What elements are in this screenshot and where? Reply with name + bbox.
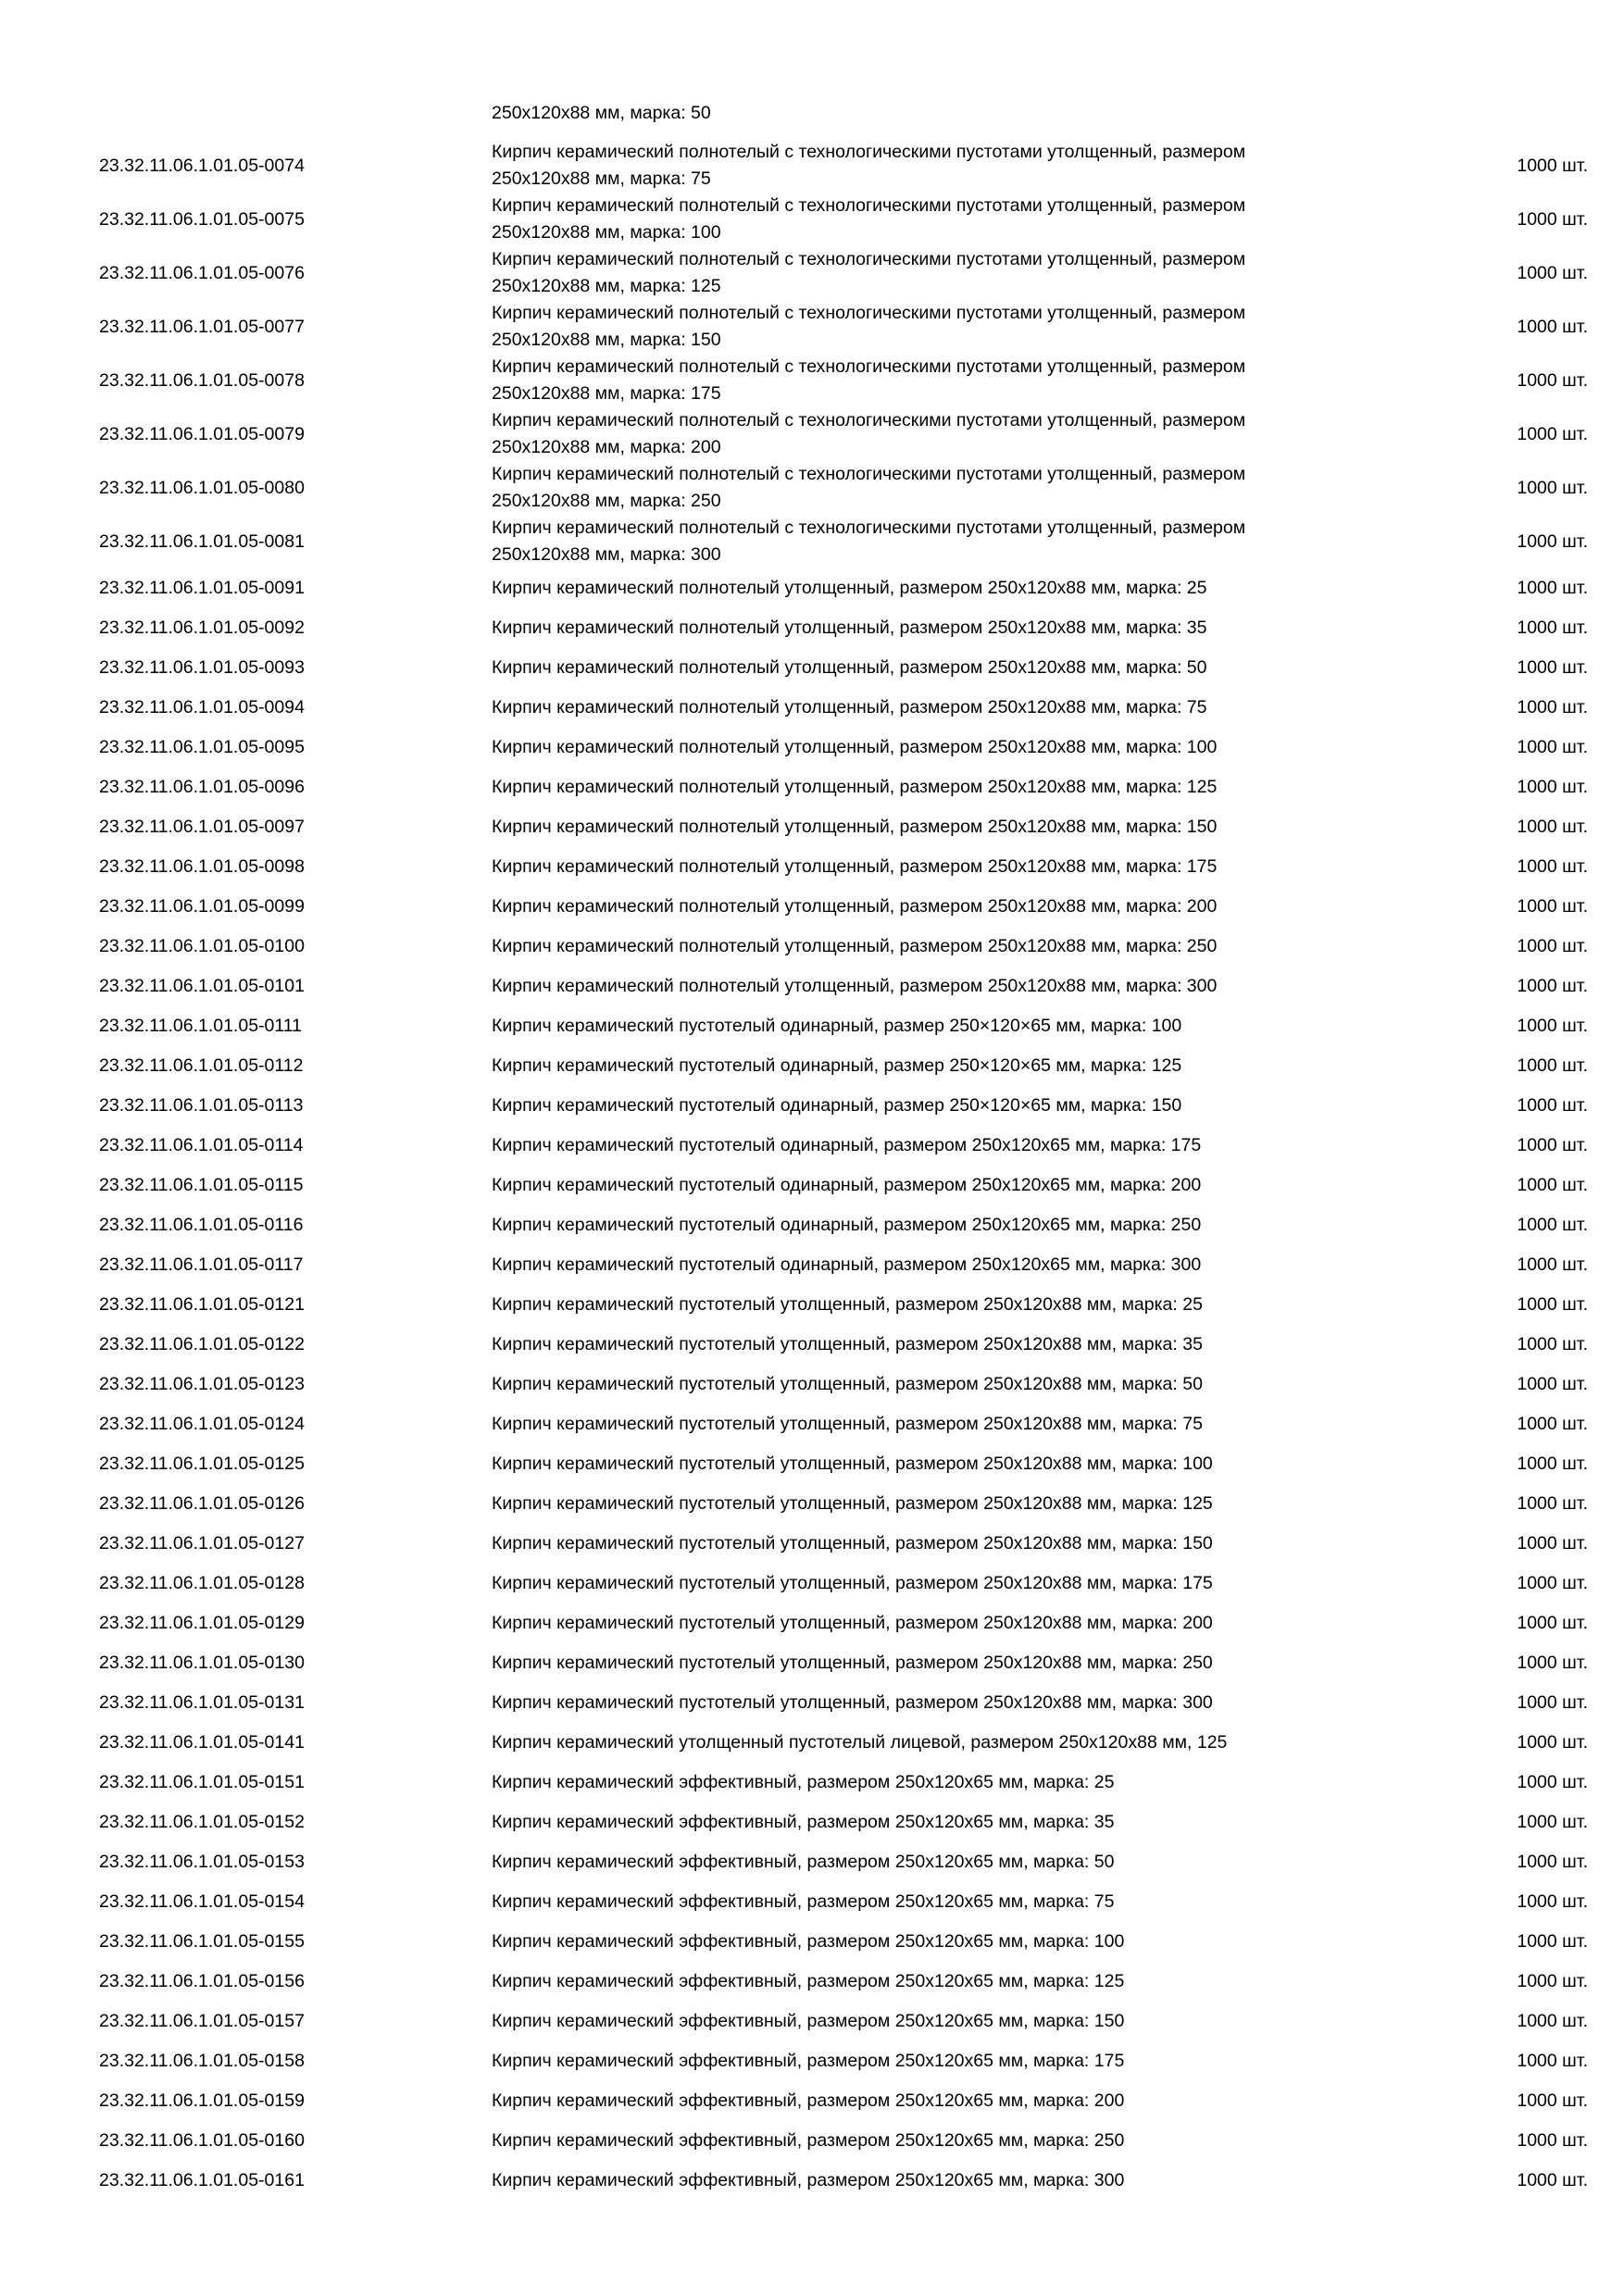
table-row: [0, 461, 1624, 515]
description-line-2: 250х120х88 мм, марка: 125: [492, 276, 721, 296]
resource-code: 23.32.11.06.1.01.05-0130: [99, 1653, 305, 1673]
resource-code: 23.32.11.06.1.01.05-0141: [99, 1732, 305, 1753]
resource-code: 23.32.11.06.1.01.05-0111: [99, 1016, 303, 1036]
resource-description: [492, 575, 1380, 602]
resource-code: 23.32.11.06.1.01.05-0100: [99, 936, 305, 956]
description-line-1: Кирпич керамический полнотелый утолщенный, размером 250х120х88 мм, марка: 100: [492, 737, 1218, 757]
resource-description: [492, 615, 1380, 642]
unit-of-measure: 1000 шт.: [1517, 1294, 1588, 1315]
table-row: [0, 1564, 1624, 1603]
table-row: [0, 354, 1624, 407]
resource-code: 23.32.11.06.1.01.05-0093: [99, 657, 305, 678]
description-line-1: Кирпич керамический полнотелый утолщенный, размером 250х120х88 мм, марка: 50: [492, 657, 1207, 678]
table-row: [0, 767, 1624, 807]
resource-code: 23.32.11.06.1.01.05-0113: [99, 1095, 304, 1116]
table-row: [0, 648, 1624, 688]
resource-description: [492, 1570, 1380, 1597]
resource-description: [492, 734, 1380, 761]
unit-of-measure: 1000 шт.: [1517, 1016, 1588, 1036]
resource-code: 23.32.11.06.1.01.05-0097: [99, 817, 305, 837]
resource-code: 23.32.11.06.1.01.05-0131: [99, 1692, 305, 1713]
table-row: [0, 1723, 1624, 1763]
resource-code: 23.32.11.06.1.01.05-0077: [99, 317, 305, 337]
unit-of-measure: 1000 шт.: [1517, 1852, 1588, 1872]
resource-code: 23.32.11.06.1.01.05-0114: [99, 1135, 304, 1155]
unit-of-measure: 1000 шт.: [1517, 1653, 1588, 1673]
resource-code: 23.32.11.06.1.01.05-0095: [99, 737, 305, 757]
description-line-1: Кирпич керамический эффективный, размером 250х120х65 мм, марка: 50: [492, 1852, 1115, 1872]
description-line-2: 250х120х88 мм, марка: 75: [492, 168, 711, 189]
unit-of-measure: 1000 шт.: [1517, 936, 1588, 956]
resource-code: 23.32.11.06.1.01.05-0161: [99, 2170, 305, 2190]
resource-code: 23.32.11.06.1.01.05-0127: [99, 1533, 305, 1554]
description-line-1: Кирпич керамический пустотелый одинарный, размером 250х120х65 мм, марка: 250: [492, 1215, 1202, 1235]
resource-description: [492, 1451, 1380, 1478]
description-line-1: Кирпич керамический полнотелый с технологическими пустотами утолщенный, размером: [492, 518, 1246, 538]
table-row: [0, 1046, 1624, 1086]
description-line-1: Кирпич керамический пустотелый одинарный, размером 250х120х65 мм, марка: 200: [492, 1175, 1202, 1195]
resource-description: [492, 2048, 1380, 2075]
description-line-1: Кирпич керамический полнотелый утолщенный, размером 250х120х88 мм, марка: 300: [492, 976, 1218, 996]
table-row: [0, 1643, 1624, 1683]
description-line-1: Кирпич керамический эффективный, размером 250х120х65 мм, марка: 100: [492, 1931, 1125, 1952]
resource-description: [492, 933, 1380, 960]
description-line-2: 250х120х88 мм, марка: 100: [492, 222, 721, 243]
unit-of-measure: 1000 шт.: [1517, 1334, 1588, 1354]
unit-of-measure: 1000 шт.: [1517, 1493, 1588, 1514]
table-row: [0, 1524, 1624, 1564]
table-row: [0, 608, 1624, 648]
resource-code: 23.32.11.06.1.01.05-0116: [99, 1215, 304, 1235]
unit-of-measure: 1000 шт.: [1517, 737, 1588, 757]
table-row: [0, 2081, 1624, 2121]
unit-of-measure: 1000 шт.: [1517, 1454, 1588, 1474]
resource-description: [492, 973, 1380, 1000]
description-line-1: Кирпич керамический полнотелый утолщенный, размером 250х120х88 мм, марка: 175: [492, 856, 1218, 877]
description-line-1: Кирпич керамический полнотелый с технологическими пустотами утолщенный, размером: [492, 356, 1246, 377]
description-line-2: 250х120х88 мм, марка: 300: [492, 544, 721, 565]
unit-of-measure: 1000 шт.: [1517, 1175, 1588, 1195]
unit-of-measure: 1000 шт.: [1517, 1573, 1588, 1593]
table-row: [0, 1245, 1624, 1285]
description-line-1: Кирпич керамический эффективный, размером 250х120х65 мм, марка: 25: [492, 1772, 1115, 1792]
resource-description: [492, 2167, 1380, 2194]
description-line-2: 250х120х88 мм, марка: 250: [492, 491, 721, 511]
resource-code: 23.32.11.06.1.01.05-0126: [99, 1493, 305, 1514]
unit-of-measure: 1000 шт.: [1517, 657, 1588, 678]
resource-code: 23.32.11.06.1.01.05-0117: [99, 1254, 304, 1275]
resource-code: 23.32.11.06.1.01.05-0101: [99, 976, 305, 996]
resource-code: 23.32.11.06.1.01.05-0157: [99, 2011, 305, 2031]
table-row: [0, 2002, 1624, 2041]
resource-code: 23.32.11.06.1.01.05-0153: [99, 1852, 305, 1872]
table-row: [0, 1962, 1624, 2002]
resource-code: 23.32.11.06.1.01.05-0128: [99, 1573, 305, 1593]
resource-code: 23.32.11.06.1.01.05-0160: [99, 2130, 305, 2151]
resource-description: [492, 1650, 1380, 1677]
description-line-1: Кирпич керамический полнотелый утолщенный, размером 250х120х88 мм, марка: 200: [492, 896, 1218, 917]
unit-of-measure: 1000 шт.: [1517, 817, 1588, 837]
description-line-1: Кирпич керамический пустотелый утолщенный, размером 250х120х88 мм, марка: 200: [492, 1613, 1213, 1633]
resource-code: 23.32.11.06.1.01.05-0074: [99, 156, 305, 176]
table-row: [0, 1166, 1624, 1205]
unit-of-measure: 1000 шт.: [1517, 2170, 1588, 2190]
resource-code: 23.32.11.06.1.01.05-0098: [99, 856, 305, 877]
unit-of-measure: 1000 шт.: [1517, 156, 1588, 176]
unit-of-measure: 1000 шт.: [1517, 478, 1588, 498]
resource-description: [492, 1809, 1380, 1836]
resource-description: [492, 139, 1380, 193]
description-line-1: Кирпич керамический пустотелый утолщенный, размером 250х120х88 мм, марка: 25: [492, 1294, 1203, 1315]
unit-of-measure: 1000 шт.: [1517, 1095, 1588, 1116]
description-line-2: 250х120х88 мм, марка: 150: [492, 330, 721, 350]
table-row: [0, 887, 1624, 927]
resource-code: 23.32.11.06.1.01.05-0155: [99, 1931, 305, 1952]
unit-of-measure: 1000 шт.: [1517, 1613, 1588, 1633]
resource-code: 23.32.11.06.1.01.05-0094: [99, 697, 305, 718]
description-line-1: Кирпич керамический пустотелый утолщенный, размером 250х120х88 мм, марка: 125: [492, 1493, 1213, 1514]
unit-of-measure: 1000 шт.: [1517, 856, 1588, 877]
resource-description: [492, 1729, 1380, 1756]
table-row: [0, 300, 1624, 354]
table-row: [0, 2161, 1624, 2201]
table-row: [0, 1842, 1624, 1882]
resource-description: [492, 1331, 1380, 1358]
description-line-2: 250х120х88 мм, марка: 175: [492, 383, 721, 404]
resource-code: 23.32.11.06.1.01.05-0159: [99, 2090, 305, 2111]
resource-description: [492, 2088, 1380, 2115]
unit-of-measure: 1000 шт.: [1517, 2051, 1588, 2071]
resource-code: 23.32.11.06.1.01.05-0156: [99, 1971, 305, 1991]
description-line-1: Кирпич керамический эффективный, размером 250х120х65 мм, марка: 300: [492, 2170, 1125, 2190]
description-line-1: Кирпич керамический пустотелый утолщенный, размером 250х120х88 мм, марка: 100: [492, 1454, 1213, 1474]
description-line-1: Кирпич керамический пустотелый одинарный, размер 250×120×65 мм, марка: 125: [492, 1055, 1182, 1076]
resource-description: [492, 407, 1380, 461]
resource-code: 23.32.11.06.1.01.05-0121: [99, 1294, 305, 1315]
resource-description: [492, 1172, 1380, 1199]
unit-of-measure: 1000 шт.: [1517, 578, 1588, 598]
resource-description: [492, 893, 1380, 920]
unit-of-measure: 1000 шт.: [1517, 896, 1588, 917]
resource-code: 23.32.11.06.1.01.05-0079: [99, 424, 305, 444]
resource-code: 23.32.11.06.1.01.05-0152: [99, 1812, 305, 1832]
resource-code: 23.32.11.06.1.01.05-0075: [99, 209, 305, 230]
unit-of-measure: 1000 шт.: [1517, 777, 1588, 797]
resource-description: [492, 1769, 1380, 1796]
unit-of-measure: 1000 шт.: [1517, 1891, 1588, 1912]
unit-of-measure: 1000 шт.: [1517, 2011, 1588, 2031]
resource-description: [492, 1411, 1380, 1438]
resource-description: [492, 814, 1380, 841]
resource-description: [492, 2128, 1380, 2154]
resource-description: [492, 1530, 1380, 1557]
description-line-1: Кирпич керамический пустотелый утолщенный, размером 250х120х88 мм, марка: 175: [492, 1573, 1213, 1593]
description-line-1: Кирпич керамический полнотелый утолщенный, размером 250х120х88 мм, марка: 150: [492, 817, 1218, 837]
table-row: [0, 246, 1624, 300]
unit-of-measure: 1000 шт.: [1517, 1135, 1588, 1155]
unit-of-measure: 1000 шт.: [1517, 1374, 1588, 1394]
table-row: [0, 927, 1624, 967]
table-row: [0, 688, 1624, 728]
table-row: [0, 1404, 1624, 1444]
description-line-1: Кирпич керамический пустотелый одинарный, размером 250х120х65 мм, марка: 175: [492, 1135, 1202, 1155]
resource-description: [492, 354, 1380, 407]
resource-description: [492, 1889, 1380, 1915]
description-line-1: Кирпич керамический полнотелый утолщенный, размером 250х120х88 мм, марка: 25: [492, 578, 1207, 598]
resource-description: [492, 461, 1380, 515]
table-row: [0, 1763, 1624, 1803]
table-row: [0, 1086, 1624, 1126]
resource-description: [492, 1013, 1380, 1040]
table-row: [0, 1922, 1624, 1962]
table-row: [0, 1365, 1624, 1404]
table-row: [0, 728, 1624, 767]
resource-description: [492, 246, 1380, 300]
description-line-1: Кирпич керамический полнотелый утолщенный, размером 250х120х88 мм, марка: 35: [492, 618, 1207, 638]
table-row: [0, 1444, 1624, 1484]
description-line-1: Кирпич керамический полнотелый утолщенный, размером 250х120х88 мм, марка: 125: [492, 777, 1218, 797]
resource-code: 23.32.11.06.1.01.05-0123: [99, 1374, 305, 1394]
resource-description: [492, 1849, 1380, 1876]
resource-code: 23.32.11.06.1.01.05-0115: [99, 1175, 304, 1195]
resource-description: [492, 1292, 1380, 1318]
resource-description: [492, 300, 1380, 354]
resource-description: [492, 774, 1380, 801]
unit-of-measure: 1000 шт.: [1517, 1414, 1588, 1434]
table-row: [0, 1126, 1624, 1166]
description-line-1: Кирпич керамический эффективный, размером 250х120х65 мм, марка: 175: [492, 2051, 1125, 2071]
resource-description: [492, 694, 1380, 721]
unit-of-measure: 1000 шт.: [1517, 2090, 1588, 2111]
resource-code: 23.32.11.06.1.01.05-0076: [99, 263, 305, 283]
unit-of-measure: 1000 шт.: [1517, 209, 1588, 230]
price-list-table: [0, 139, 1624, 2201]
unit-of-measure: 1000 шт.: [1517, 1812, 1588, 1832]
description-line-1: Кирпич керамический полнотелый с технологическими пустотами утолщенный, размером: [492, 303, 1246, 323]
description-line-1: Кирпич керамический полнотелый с технологическими пустотами утолщенный, размером: [492, 195, 1246, 216]
table-row: [0, 1006, 1624, 1046]
table-row: [0, 1683, 1624, 1723]
table-row: [0, 2041, 1624, 2081]
resource-code: 23.32.11.06.1.01.05-0092: [99, 618, 305, 638]
table-row: [0, 967, 1624, 1006]
description-line-1: Кирпич керамический полнотелый с технологическими пустотами утолщенный, размером: [492, 464, 1246, 484]
description-line-1: Кирпич керамический пустотелый утолщенный, размером 250х120х88 мм, марка: 250: [492, 1653, 1213, 1673]
unit-of-measure: 1000 шт.: [1517, 2130, 1588, 2151]
table-row: [0, 1325, 1624, 1365]
resource-description: [492, 1092, 1380, 1119]
description-line-1: Кирпич керамический пустотелый одинарный, размер 250×120×65 мм, марка: 100: [492, 1016, 1182, 1036]
resource-code: 23.32.11.06.1.01.05-0099: [99, 896, 305, 917]
table-row: [0, 1484, 1624, 1524]
resource-description: [492, 1212, 1380, 1239]
unit-of-measure: 1000 шт.: [1517, 697, 1588, 718]
table-row: [0, 1285, 1624, 1325]
resource-description: [492, 854, 1380, 880]
resource-code: 23.32.11.06.1.01.05-0078: [99, 370, 305, 391]
table-row: [0, 568, 1624, 608]
description-line-1: Кирпич керамический полнотелый утолщенный, размером 250х120х88 мм, марка: 250: [492, 936, 1218, 956]
description-line-1: Кирпич керамический эффективный, размером 250х120х65 мм, марка: 75: [492, 1891, 1115, 1912]
unit-of-measure: 1000 шт.: [1517, 424, 1588, 444]
resource-description: [492, 1610, 1380, 1637]
resource-code: 23.32.11.06.1.01.05-0122: [99, 1334, 305, 1354]
table-row: [0, 139, 1624, 193]
unit-of-measure: 1000 шт.: [1517, 1215, 1588, 1235]
table-row: [0, 2121, 1624, 2161]
resource-description: [492, 193, 1380, 246]
description-line-1: Кирпич керамический эффективный, размером 250х120х65 мм, марка: 35: [492, 1812, 1115, 1832]
description-line-1: Кирпич керамический пустотелый утолщенный, размером 250х120х88 мм, марка: 75: [492, 1414, 1203, 1434]
unit-of-measure: 1000 шт.: [1517, 1533, 1588, 1554]
unit-of-measure: 1000 шт.: [1517, 976, 1588, 996]
resource-code: 23.32.11.06.1.01.05-0081: [99, 531, 305, 552]
unit-of-measure: 1000 шт.: [1517, 1692, 1588, 1713]
resource-description: [492, 1252, 1380, 1279]
table-row: [0, 1882, 1624, 1922]
unit-of-measure: 1000 шт.: [1517, 1772, 1588, 1792]
resource-code: 23.32.11.06.1.01.05-0154: [99, 1891, 305, 1912]
description-line-1: Кирпич керамический утолщенный пустотелый лицевой, размером 250х120х88 мм, 125: [492, 1732, 1228, 1753]
resource-description: [492, 655, 1380, 681]
unit-of-measure: 1000 шт.: [1517, 263, 1588, 283]
resource-description: [492, 2008, 1380, 2035]
resource-description: [492, 1968, 1380, 1995]
description-line-1: Кирпич керамический полнотелый с технологическими пустотами утолщенный, размером: [492, 142, 1246, 162]
unit-of-measure: 1000 шт.: [1517, 618, 1588, 638]
continuation-text: 250х120х88 мм, марка: 50: [492, 103, 711, 123]
description-line-1: Кирпич керамический полнотелый с технологическими пустотами утолщенный, размером: [492, 410, 1246, 430]
table-row: [0, 193, 1624, 246]
description-line-1: Кирпич керамический эффективный, размером 250х120х65 мм, марка: 125: [492, 1971, 1125, 1991]
resource-description: [492, 1690, 1380, 1716]
unit-of-measure: 1000 шт.: [1517, 1931, 1588, 1952]
table-row: [0, 515, 1624, 568]
resource-code: 23.32.11.06.1.01.05-0080: [99, 478, 305, 498]
description-line-1: Кирпич керамический полнотелый с технологическими пустотами утолщенный, размером: [492, 249, 1246, 269]
resource-description: [492, 1053, 1380, 1079]
description-line-1: Кирпич керамический эффективный, размером 250х120х65 мм, марка: 150: [492, 2011, 1125, 2031]
resource-code: 23.32.11.06.1.01.05-0129: [99, 1613, 305, 1633]
resource-code: 23.32.11.06.1.01.05-0124: [99, 1414, 305, 1434]
unit-of-measure: 1000 шт.: [1517, 317, 1588, 337]
description-line-1: Кирпич керамический пустотелый одинарный, размером 250х120х65 мм, марка: 300: [492, 1254, 1202, 1275]
unit-of-measure: 1000 шт.: [1517, 1971, 1588, 1991]
description-line-1: Кирпич керамический пустотелый утолщенный, размером 250х120х88 мм, марка: 300: [492, 1692, 1213, 1713]
resource-description: [492, 1491, 1380, 1517]
unit-of-measure: 1000 шт.: [1517, 531, 1588, 552]
resource-description: [492, 515, 1380, 568]
description-line-1: Кирпич керамический пустотелый одинарный, размер 250×120×65 мм, марка: 150: [492, 1095, 1182, 1116]
resource-code: 23.32.11.06.1.01.05-0112: [99, 1055, 304, 1076]
resource-code: 23.32.11.06.1.01.05-0096: [99, 777, 305, 797]
table-row: [0, 847, 1624, 887]
resource-description: [492, 1132, 1380, 1159]
table-row: [0, 807, 1624, 847]
unit-of-measure: 1000 шт.: [1517, 370, 1588, 391]
table-row: [0, 407, 1624, 461]
description-line-1: Кирпич керамический пустотелый утолщенный, размером 250х120х88 мм, марка: 150: [492, 1533, 1213, 1554]
description-line-1: Кирпич керамический эффективный, размером 250х120х65 мм, марка: 200: [492, 2090, 1125, 2111]
description-line-2: 250х120х88 мм, марка: 200: [492, 437, 721, 457]
table-row: [0, 1603, 1624, 1643]
resource-description: [492, 1371, 1380, 1398]
resource-code: 23.32.11.06.1.01.05-0125: [99, 1454, 305, 1474]
resource-description: [492, 1928, 1380, 1955]
unit-of-measure: 1000 шт.: [1517, 1732, 1588, 1753]
description-line-1: Кирпич керамический эффективный, размером 250х120х65 мм, марка: 250: [492, 2130, 1125, 2151]
resource-code: 23.32.11.06.1.01.05-0158: [99, 2051, 305, 2071]
description-line-1: Кирпич керамический полнотелый утолщенный, размером 250х120х88 мм, марка: 75: [492, 697, 1207, 718]
description-line-1: Кирпич керамический пустотелый утолщенный, размером 250х120х88 мм, марка: 50: [492, 1374, 1203, 1394]
description-line-1: Кирпич керамический пустотелый утолщенный, размером 250х120х88 мм, марка: 35: [492, 1334, 1203, 1354]
unit-of-measure: 1000 шт.: [1517, 1254, 1588, 1275]
resource-code: 23.32.11.06.1.01.05-0151: [99, 1772, 305, 1792]
unit-of-measure: 1000 шт.: [1517, 1055, 1588, 1076]
table-row: [0, 1803, 1624, 1842]
table-row: [0, 1205, 1624, 1245]
resource-code: 23.32.11.06.1.01.05-0091: [99, 578, 305, 598]
